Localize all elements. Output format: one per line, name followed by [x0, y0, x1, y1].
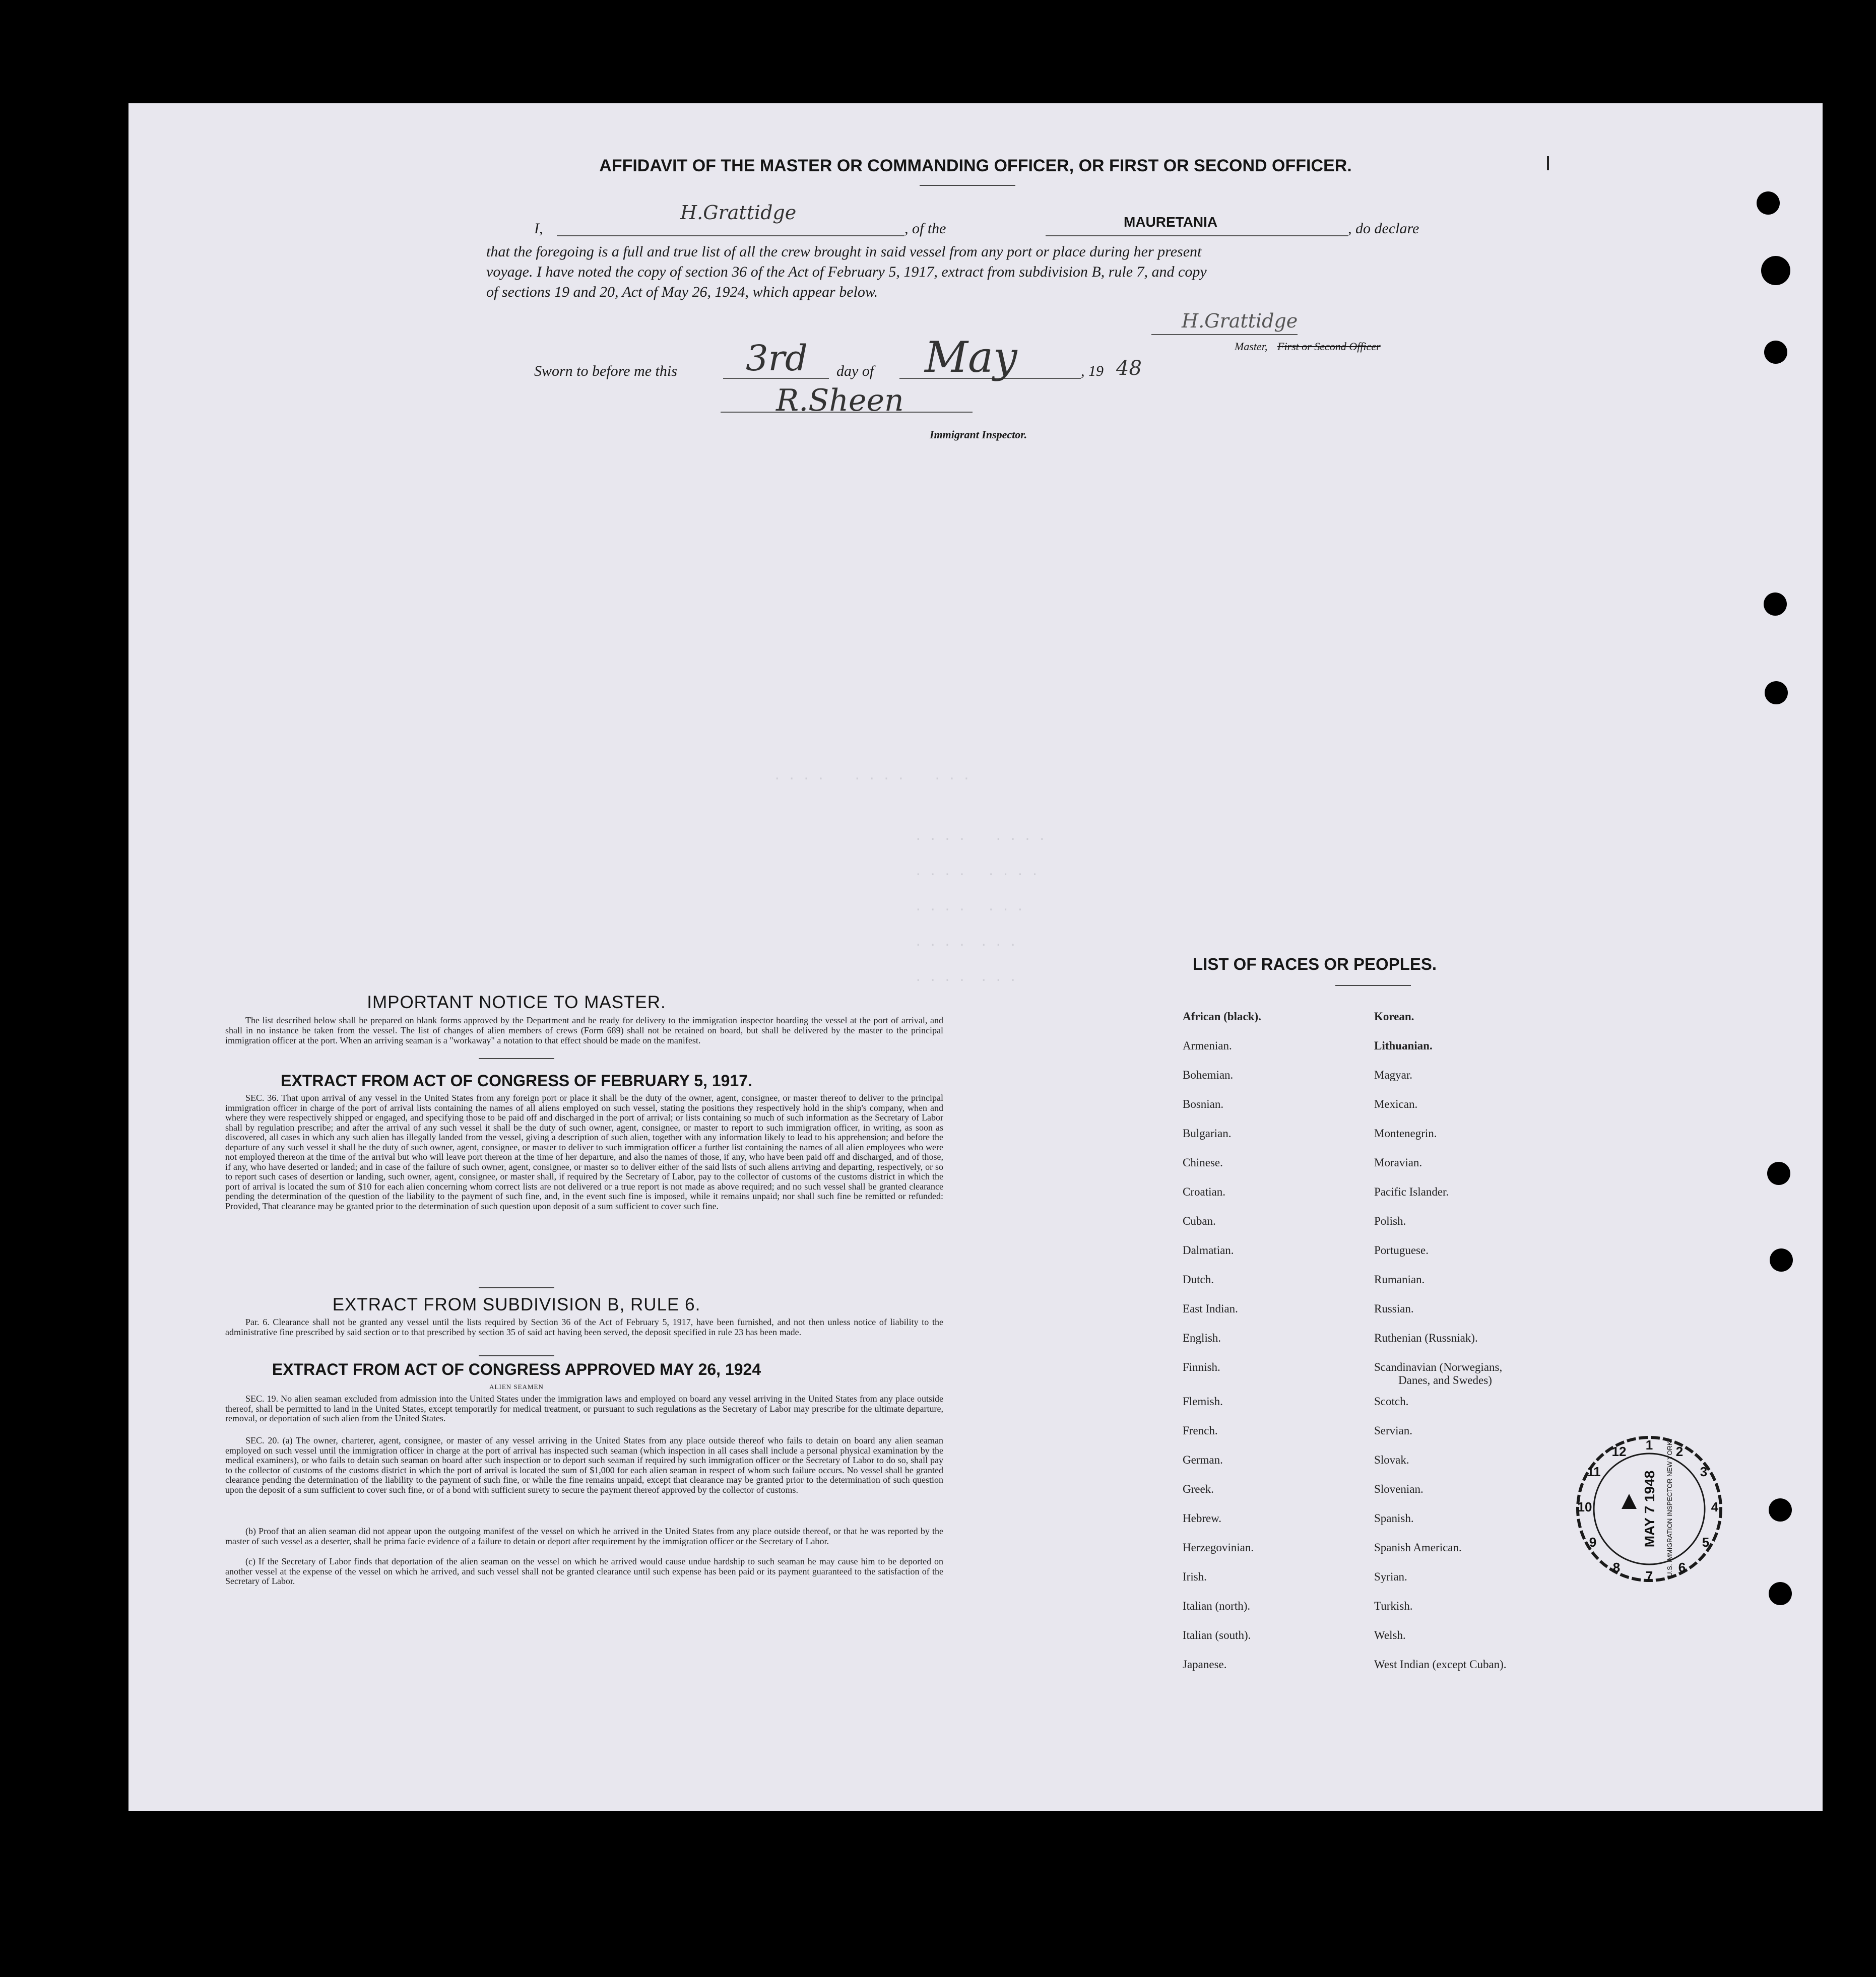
immigration-stamp — [1574, 1433, 1725, 1585]
corner-mark — [1547, 156, 1549, 170]
race-item: Mexican. — [1374, 1098, 1418, 1110]
race-item: Pacific Islander. — [1374, 1185, 1449, 1198]
race-item: Irish. — [1183, 1570, 1207, 1583]
extract-1917-text: SEC. 36. That upon arrival of any vessel in the United States from any foreign port or place it shall be the duty of the owner, agent, consignee, or master thereof to deliver to the principal immigration officer in charge of the port of arrival lists containing the names of all aliens employed on such vessel, stating the positions they respectively hold in the ship's company, when and where they were respectively shipped or engaged, and specifying those to be paid off and discharged in the port of arrival; or lists containing so much of such information as the Secretary of Labor shall by regulation prescribe; and after the arrival of any such vessel it shall be the duty of such owner, agent, consignee, or master to report to such immigration officer, in writing, as soon as discovered, all cases in which any such alien has illegally landed from the vessel, giving a description of such alien, together with any information likely to lead to his apprehension; and before the departure of any such vessel it shall be the duty of such owner, agent, consignee, or master to deliver to such immigration officer a further list containing the names of all alien employees who were not employed thereon at the time of the arrival but who will leave port thereon at the time of her departure, and also the names of those, if any, who have been paid off and discharged, and of those, if any, who have deserted or landed; and in case of the failure of such owner, agent, consignee, or master so to deliver either of the said lists of such aliens arriving and departing, respectively, or so to report such cases of desertion or landing, such owner, agent, consignee, or master shall, if required by the Secretary of Labor, pay to the collector of customs of the customs district in which the port of arrival is located the sum of $10 for each alien concerning whom correct lists are not delivered or a true report is not made as above required; and no such vessel shall be granted clearance pending the determination of the question of the liability to the payment of such fine, and, in the event such fine is imposed, while it remains unpaid; nor shall such fine be remitted or refunded: Provided, That clearance may be granted prior to the determination of such question upon deposit of a sum sufficient to cover such fine. — [225, 1093, 943, 1211]
race-item: German. — [1183, 1454, 1223, 1466]
races-title: LIST OF RACES OR PEOPLES. — [1193, 955, 1437, 973]
inspector-label: Immigrant Inspector. — [930, 428, 1027, 441]
punch-hole — [1764, 341, 1787, 364]
race-item: Italian (south). — [1183, 1629, 1251, 1641]
struck-officer-label: First or Second Officer — [1277, 340, 1381, 353]
sec20b-text: (b) Proof that an alien seaman did not appear upon the outgoing manifest of the vessel on which he arrived in the United States from any place outside thereof, or that he was reported by the master of such vessel as a deserter, shall be prima facie evidence of a failure to detain or deport after requirement by the immigration officer or the Secretary of Labor. — [225, 1526, 943, 1546]
race-item: Ruthenian (Russniak). — [1374, 1332, 1478, 1344]
sworn-day: 3rd — [746, 338, 808, 379]
race-item: Syrian. — [1374, 1570, 1407, 1583]
year-prefix: , 19 — [1081, 363, 1104, 379]
notice-text: The list described below shall be prepared on blank forms approved by the Department and be ready for delivery to the immigration inspector boarding the vessel at the port of arrival, and shall in no instance be taken from the vessel. The list of changes of alien members of crews (Form 689) shall not be retained on board, but shall be delivered by the master to the principal immigration officer at the port. When an arriving seaman is a "workaway" a notation to that effect should be made on the manifest. — [225, 1015, 943, 1045]
vessel-name: MAURETANIA — [1124, 214, 1218, 230]
punch-hole — [1765, 681, 1788, 704]
punch-hole — [1767, 1162, 1790, 1185]
race-item: Slovak. — [1374, 1454, 1409, 1466]
stamp-number: 12 — [1611, 1444, 1627, 1459]
race-item: African (black). — [1183, 1010, 1261, 1023]
race-item: Hebrew. — [1183, 1512, 1222, 1525]
vessel-line — [1046, 235, 1348, 236]
race-item: Turkish. — [1374, 1600, 1413, 1612]
inspector-line — [721, 412, 973, 413]
year-suffix: 48 — [1116, 357, 1142, 380]
stamp-number: 4 — [1711, 1499, 1719, 1514]
extract-1917-rule — [479, 1287, 554, 1288]
rule6-title: EXTRACT FROM SUBDIVISION B, RULE 6. — [332, 1295, 701, 1314]
stamp-number: 3 — [1700, 1464, 1708, 1479]
race-item: Rumanian. — [1374, 1273, 1425, 1286]
notice-rule — [479, 1058, 554, 1059]
punch-hole — [1769, 1582, 1792, 1605]
race-item: Cuban. — [1183, 1215, 1216, 1227]
stamp-text: U.S. IMMIGRATION INSPECTOR NEW YORK — [1666, 1441, 1673, 1577]
stamp-number: 8 — [1612, 1560, 1621, 1575]
stamp-date: MAY 7 1948 — [1642, 1470, 1657, 1548]
punch-hole — [1769, 1498, 1792, 1522]
punch-hole — [1770, 1248, 1793, 1272]
of-the-label: , of the — [904, 220, 946, 237]
sec19-text: SEC. 19. No alien seaman excluded from admission into the United States under the immigration laws and employed on board any vessel arriving in the United States from any place outside thereof, shall be permitted to land in the United States, except temporarily for medical treatment, or pursuant to such regulations as the Secretary of Labor may prescribe for the ultimate departure, removal, or deportation of such alien from the United States. — [225, 1394, 943, 1423]
race-item: Magyar. — [1374, 1069, 1413, 1081]
race-item: Bohemian. — [1183, 1069, 1234, 1081]
sworn-month: May — [925, 333, 1017, 382]
affidavit-line-2: that the foregoing is a full and true list of all the crew brought in said vessel from any port or place during her present — [486, 243, 1202, 260]
race-item-continuation: Danes, and Swedes) — [1398, 1374, 1492, 1387]
race-item: Spanish. — [1374, 1512, 1414, 1525]
race-item: English. — [1183, 1332, 1221, 1344]
race-item: Scandinavian (Norwegians, — [1374, 1361, 1503, 1373]
race-item: West Indian (except Cuban). — [1374, 1658, 1507, 1671]
rule6-text: Par. 6. Clearance shall not be granted any vessel until the lists required by Section 36 of the Act of February 5, 1917, have been furnished, and not then unless notice of liability to the administrative fine prescribed by said section or to that prescribed by section 35 of said act having been served, the deposit specified in rule 23 has been made. — [225, 1317, 943, 1337]
stamp-number: 5 — [1702, 1535, 1710, 1550]
affidavit-line-3: voyage. I have noted the copy of section 36 of the Act of February 5, 1917, extract from subdivision B, rule 7, and copy — [486, 263, 1207, 280]
stamp-number: 9 — [1589, 1535, 1597, 1550]
affidavit-title: AFFIDAVIT OF THE MASTER OR COMMANDING OFFICER, OR FIRST OR SECOND OFFICER. — [599, 156, 1352, 175]
race-item: Moravian. — [1374, 1156, 1422, 1169]
punch-hole — [1761, 256, 1790, 285]
race-item: Croatian. — [1183, 1185, 1225, 1198]
race-item: Lithuanian. — [1374, 1039, 1433, 1052]
rule6-rule — [479, 1355, 554, 1356]
master-signature: H.Grattidge — [1182, 310, 1298, 332]
race-item: Japanese. — [1183, 1658, 1227, 1671]
race-item: Korean. — [1374, 1010, 1414, 1023]
race-item: Dutch. — [1183, 1273, 1214, 1286]
stamp-number: 1 — [1645, 1437, 1653, 1453]
title-rule — [920, 185, 1015, 186]
officer-name: H.Grattidge — [680, 202, 797, 224]
race-item: Polish. — [1374, 1215, 1406, 1227]
race-item: Italian (north). — [1183, 1600, 1251, 1612]
master-label: Master, — [1235, 340, 1268, 353]
races-rule — [1335, 985, 1411, 986]
race-item: Welsh. — [1374, 1629, 1406, 1641]
race-item: Portuguese. — [1374, 1244, 1429, 1257]
race-item: Dalmatian. — [1183, 1244, 1234, 1257]
race-item: French. — [1183, 1424, 1218, 1437]
race-item: Chinese. — [1183, 1156, 1223, 1169]
race-item: Finnish. — [1183, 1361, 1220, 1373]
extract-1924-title: EXTRACT FROM ACT OF CONGRESS APPROVED MAY 26, 1924 — [272, 1360, 761, 1378]
stamp-number: 11 — [1587, 1464, 1601, 1479]
declarant-prefix: I, — [534, 220, 543, 237]
extract-1917-title: EXTRACT FROM ACT OF CONGRESS OF FEBRUARY 5, 1917. — [281, 1072, 752, 1090]
notice-title: IMPORTANT NOTICE TO MASTER. — [367, 993, 666, 1012]
punch-hole — [1764, 592, 1787, 616]
stamp-number: 2 — [1675, 1444, 1684, 1459]
name-line — [557, 235, 904, 236]
sec20a-text: SEC. 20. (a) The owner, charterer, agent, consignee, or master of any vessel arriving in the United States from any place outside thereof who fails to detain on board any alien seaman employed on such vessel until the immigration officer in charge at the port of arrival has inspected such seaman (which inspection in all cases shall include a personal physical examination by the medical examiners), or who fails to detain such seaman on board after such inspection or to deport such seaman if required by such immigration officer or the Secretary of Labor to do so, shall pay to the collector of customs of the customs district in which the port of arrival is located the sum of $1,000 for each alien seaman in respect of whom such failure occurs. No vessel shall be granted clearance pending the determination of the liability to the payment of such fine, or while the fine remains unpaid, except that clearance may be granted prior to the determination of such question upon the deposit of a sum sufficient to cover such fine, or of a bond with sufficient surety to secure the payment thereof approved by the collector of customs. — [225, 1435, 943, 1495]
signature-line — [1151, 334, 1298, 335]
document-page: . . . . . . . . . . . . . . . . . . . . . . . . . . . . . . . . . . . . . . . . . . . . . . . . AFFIDAVIT OF THE MASTER OR COMMANDING OFFICER, OR FIRST OR SECOND OFFICER. I, H.Grattidge , of the MAURETANIA , do declare that the foregoing is a full and true list of all the crew brought in said vessel from any port or place during her present voyage. I have noted the copy of section 36 of the Act of February 5, 1917, extract from subdivision B, rule 7, and copy of sections 19 and 20, Act of May 26, 1924, which appear below. H.Grattidge Master, First or Second Officer Sworn to before me this 3rd day of May , 19 48 R.Sheen Immigrant Inspector. IMPORTANT NOTICE TO MASTER. The list described below shall be prepared on blank forms approved by the Department and be ready for delivery to the immigration inspector boarding the vessel at the port of arrival, and shall in no instance be taken from the vessel. The list of changes of alien members of crews (Form 689) shall not be retained on board, but shall be delivered by the master to the principal immigration officer at the port. When an arriving seaman is a "workaway" a notation to that effect should be made on the manifest. EXTRACT FROM ACT OF CONGRESS OF FEBRUARY 5, 1917. SEC. 36. That upon arrival of any vessel in the United States from any foreign port or place it shall be the duty of the owner, agent, consignee, or master thereof to deliver to the principal immigration officer in charge of the port of arrival lists containing the names of all aliens employed on such vessel, stating the positions they respectively hold in the ship's company, when and where they were respectively shipped or engaged, and specifying those to be paid off and discharged in the port of arrival; or lists containing so much of such information as the Secretary of Labor shall by regulation prescribe; and after the arrival of any such vessel it shall be the duty of such owner, agent, consignee, or master to report to such immigration officer, in writing, as soon as discovered, all cases in which any such alien has illegally landed from the vessel, giving a description of such alien, together with any information likely to lead to his apprehension; and before the departure of any such vessel it shall be the duty of such owner, agent, consignee, or master to deliver to such immigration officer a further list containing the names of all alien employees who were not employed thereon at the time of the arrival but who will leave port thereon at the time of her departure, and also the names of those, if any, who have been paid off and discharged, and of those, if any, who have deserted or landed; and in case of the failure of such owner, agent, consignee, or master so to deliver either of the said lists of such aliens arriving and departing, respectively, or so to report such cases of desertion or landing, such owner, agent, consignee, or master shall, if required by the Secretary of Labor, pay to the collector of customs of the customs district in which the port of arrival is located the sum of $10 for each alien concerning whom correct lists are not delivered or a true report is not made as above required; and no such vessel shall be granted clearance pending the determination of the question of the liability to the payment of such fine, and, in the event such fine is imposed, while it remains unpaid; nor shall such fine be remitted or refunded: Provided, That clearance may be granted prior to the determination of such question upon deposit of a sum sufficient to cover such fine. EXTRACT FROM SUBDIVISION B, RULE 6. Par. 6. Clearance shall not be granted any vessel until the lists required by Section 36 of the Act of February 5, 1917, have been furnished, and not then unless notice of liability to the administrative fine prescribed by said section or to that prescribed by section 35 of said act having been served, the deposit specified in rule 23 has been made. EXTRACT FROM ACT OF CONGRESS APPROVED MAY 26, 1924 ALIEN SEAMEN SEC. 19. No alien seaman excluded from admission into the United States under the immigration laws and employed on board any vessel arriving in the United States from any place outside thereof, shall be permitted to land in the United States, except temporarily for medical treatment, or pursuant to such regulations as the Secretary of Labor may prescribe for the ultimate departure, removal, or deportation of such alien from the United States. SEC. 20. (a) The owner, charterer, agent, consignee, or master of any vessel arriving in the United States from any place outside thereof who fails to detain on board any alien seaman employed on such vessel until the immigration officer in charge at the port of arrival has inspected such seaman (which inspection in all cases shall include a personal physical examination by the medical examiners), or who fails to detain such seaman on board after such inspection or to deport such seaman if required by such immigration officer or the Secretary of Labor to do so, shall pay to the collector of customs of the customs district in which the port of arrival is located the sum of $1,000 for each alien seaman in respect of whom such failure occurs. No vessel shall be granted clearance pending the determination of the liability to the payment of such fine, or while the fine remains unpaid, except that clearance may be granted prior to the determination of such question upon the deposit of a sum sufficient to cover such fine, or of a bond with sufficient surety to secure the payment thereof approved by the collector of customs. (b) Proof that an alien seaman did not appear upon the outgoing manifest of the vessel on which he arrived in the United States from any place outside thereof, or that he was reported by the master of such vessel as a deserter, shall be prima facie evidence of a failure to detain or deport after requirement by the immigration officer or the Secretary of Labor. (c) If the Secretary of Labor finds that deportation of the alien seaman on the vessel on which he arrived would cause undue hardship to such seaman he may cause him to be deported on another vessel at the expense of the vessel on which he arrived, and such vessel shall not be granted clearance until such expense has been paid or its payment guaranteed to the satisfaction of the Secretary of Labor. LIST OF RACES OR PEOPLES. African (black). Armenian. Bohemian. Bosnian. Bulgarian. Chinese. Croatian. Cuban. Dalmatian. Dutch. East Indian. English. Finnish. Flemish. French. German. Greek. Hebrew. Herzegovinian. Irish. Italian (north). Italian (south). Japanese. Korean. Lithuanian. Magyar. Mexican. Montenegrin. Moravian. Pacific Islander. Polish. Portuguese. Rumanian. Russian. Ruthenian (Russniak). Scandinavian (Norwegians, Danes, and Swedes) Scotch. Servian. Slovak. Slovenian. Spanish. Spanish American. Syrian. Turkish. Welsh. West Indian (except Cuban). 1 2 3 4 5 6 7 8 9 10 11 12 MAY 7 1948 U.S. IMMIGRATION INSPECTOR NEW YORK — [128, 103, 1823, 1811]
do-declare-label: , do declare — [1348, 220, 1419, 237]
extract-1924-subtitle: ALIEN SEAMEN — [489, 1383, 544, 1391]
race-item: Greek. — [1183, 1483, 1214, 1495]
race-item: Montenegrin. — [1374, 1127, 1437, 1140]
race-item: Slovenian. — [1374, 1483, 1424, 1495]
race-item: Bulgarian. — [1183, 1127, 1232, 1140]
race-item: Armenian. — [1183, 1039, 1232, 1052]
affidavit-line-4: of sections 19 and 20, Act of May 26, 1924, which appear below. — [486, 284, 878, 300]
race-item: Flemish. — [1183, 1395, 1223, 1408]
punch-hole — [1757, 191, 1780, 215]
race-item: Bosnian. — [1183, 1098, 1224, 1110]
stamp-number: 7 — [1645, 1568, 1653, 1584]
race-item: Herzegovinian. — [1183, 1541, 1254, 1554]
race-item: East Indian. — [1183, 1302, 1238, 1315]
race-item: Scotch. — [1374, 1395, 1409, 1408]
stamp-number: 10 — [1577, 1499, 1592, 1514]
race-item: Servian. — [1374, 1424, 1413, 1437]
inspector-signature: R.Sheen — [776, 383, 904, 418]
race-item: Russian. — [1374, 1302, 1414, 1315]
day-of-label: day of — [836, 363, 874, 379]
race-item: Spanish American. — [1374, 1541, 1462, 1554]
sec20c-text: (c) If the Secretary of Labor finds that deportation of the alien seaman on the vessel on which he arrived would cause undue hardship to such seaman he may cause him to be deported on another vessel at the expense of the vessel on which he arrived, and such vessel shall not be granted clearance until such expense has been paid or its payment guaranteed to the satisfaction of the Secretary of Labor. — [225, 1556, 943, 1586]
sworn-text: Sworn to before me this — [534, 363, 677, 379]
stamp-number: 6 — [1678, 1560, 1686, 1575]
